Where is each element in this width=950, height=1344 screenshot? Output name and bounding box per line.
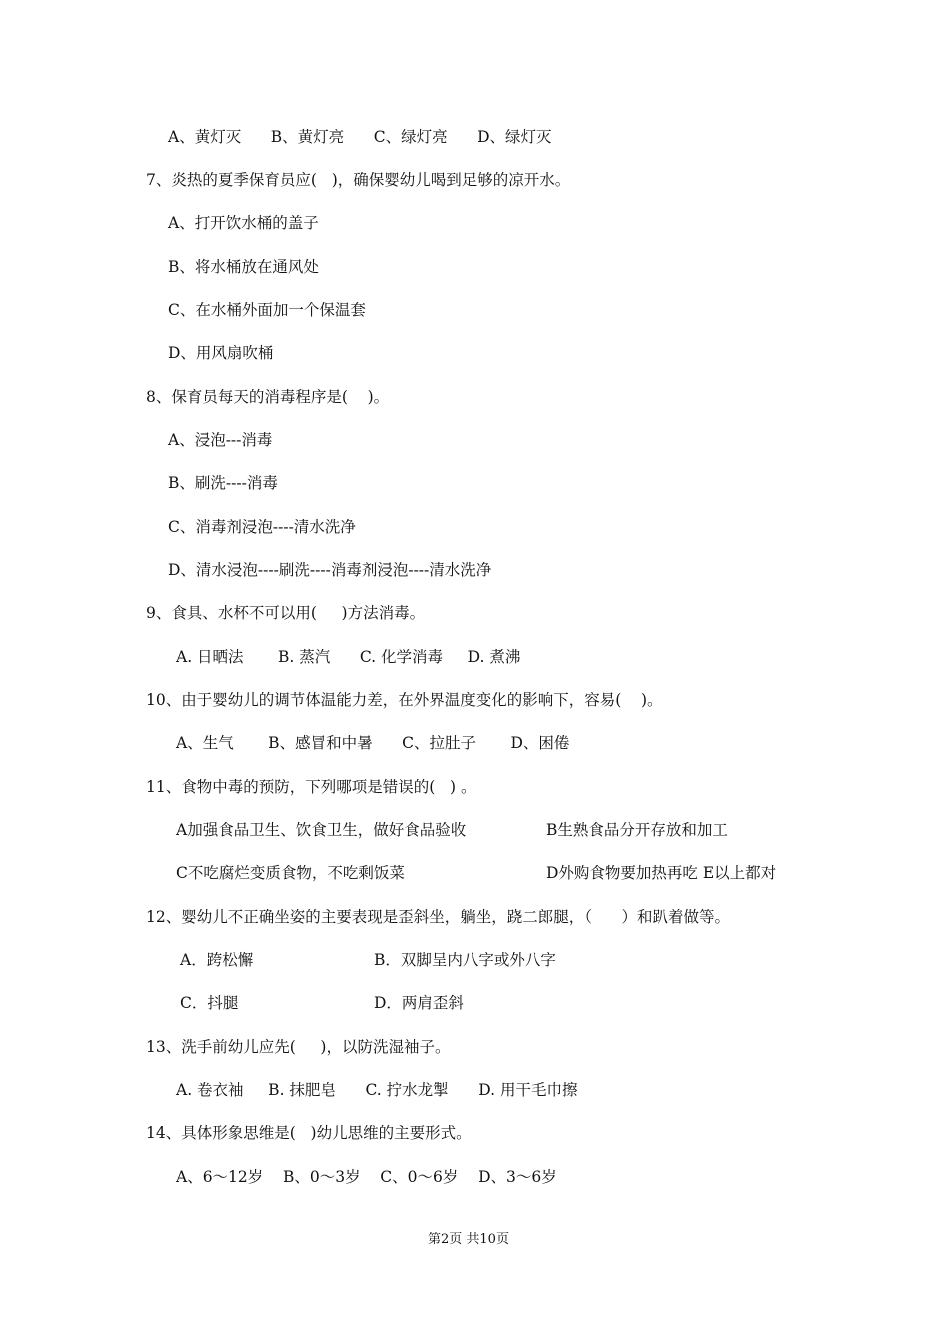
q8-option-a: A、浸泡---消毒 <box>168 431 273 449</box>
q13-stem: 13、洗手前幼儿应先( )，以防洗湿袖子。 <box>146 1038 451 1056</box>
q11-option-d: D外购食物要加热再吃 E以上都对 <box>546 864 777 882</box>
q8-option-c: C、消毒剂浸泡----清水洗净 <box>168 518 356 536</box>
q7-option-a: A、打开饮水桶的盖子 <box>168 214 319 232</box>
q7-option-b: B、将水桶放在通风处 <box>168 258 319 276</box>
q14-stem: 14、具体形象思维是( )幼儿思维的主要形式。 <box>146 1124 472 1142</box>
q10-stem: 10、由于婴幼儿的调节体温能力差，在外界温度变化的影响下，容易( )。 <box>146 691 663 709</box>
q6-options: A、黄灯灭 B、黄灯亮 C、绿灯亮 D、绿灯灭 <box>168 128 552 146</box>
q11-option-b: B生熟食品分开存放和加工 <box>546 821 728 839</box>
q12-stem: 12、婴幼儿不正确坐姿的主要表现是歪斜坐，躺坐，跷二郎腿，（ ）和趴着做等。 <box>146 908 731 926</box>
q11-option-c: C不吃腐烂变质食物，不吃剩饭菜 <box>176 864 405 882</box>
q10-options: A、生气 B、感冒和中暑 C、拉肚子 D、困倦 <box>176 734 570 752</box>
q14-options: A、6～12岁 B、0～3岁 C、0～6岁 D、3～6岁 <box>176 1168 557 1186</box>
q7-option-d: D、用风扇吹桶 <box>168 344 274 362</box>
q13-options: A. 卷衣袖 B. 抹肥皂 C. 拧水龙掣 D. 用干毛巾擦 <box>176 1081 578 1099</box>
q7-option-c: C、在水桶外面加一个保温套 <box>168 301 366 319</box>
q8-option-d: D、清水浸泡----刷洗----消毒剂浸泡----清水洗净 <box>168 561 492 579</box>
q11-stem: 11、食物中毒的预防，下列哪项是错误的( ) 。 <box>146 778 477 796</box>
q9-stem: 9、食具、水杯不可以用( )方法消毒。 <box>146 604 426 622</box>
page-footer: 第2页 共10页 <box>428 1232 509 1247</box>
q12-option-d: D．两肩歪斜 <box>374 994 464 1012</box>
q12-option-c: C．抖腿 <box>180 994 239 1012</box>
q9-options: A. 日晒法 B. 蒸汽 C. 化学消毒 D. 煮沸 <box>176 648 521 666</box>
q12-option-a: A．跨松懈 <box>180 951 254 969</box>
q12-option-b: B．双脚呈内八字或外八字 <box>374 951 556 969</box>
q8-option-b: B、刷洗----消毒 <box>168 474 278 492</box>
q7-stem: 7、炎热的夏季保育员应( )，确保婴幼儿喝到足够的凉开水。 <box>146 171 571 189</box>
q11-option-a: A加强食品卫生、饮食卫生，做好食品验收 <box>176 821 467 839</box>
q8-stem: 8、保育员每天的消毒程序是( )。 <box>146 388 390 406</box>
